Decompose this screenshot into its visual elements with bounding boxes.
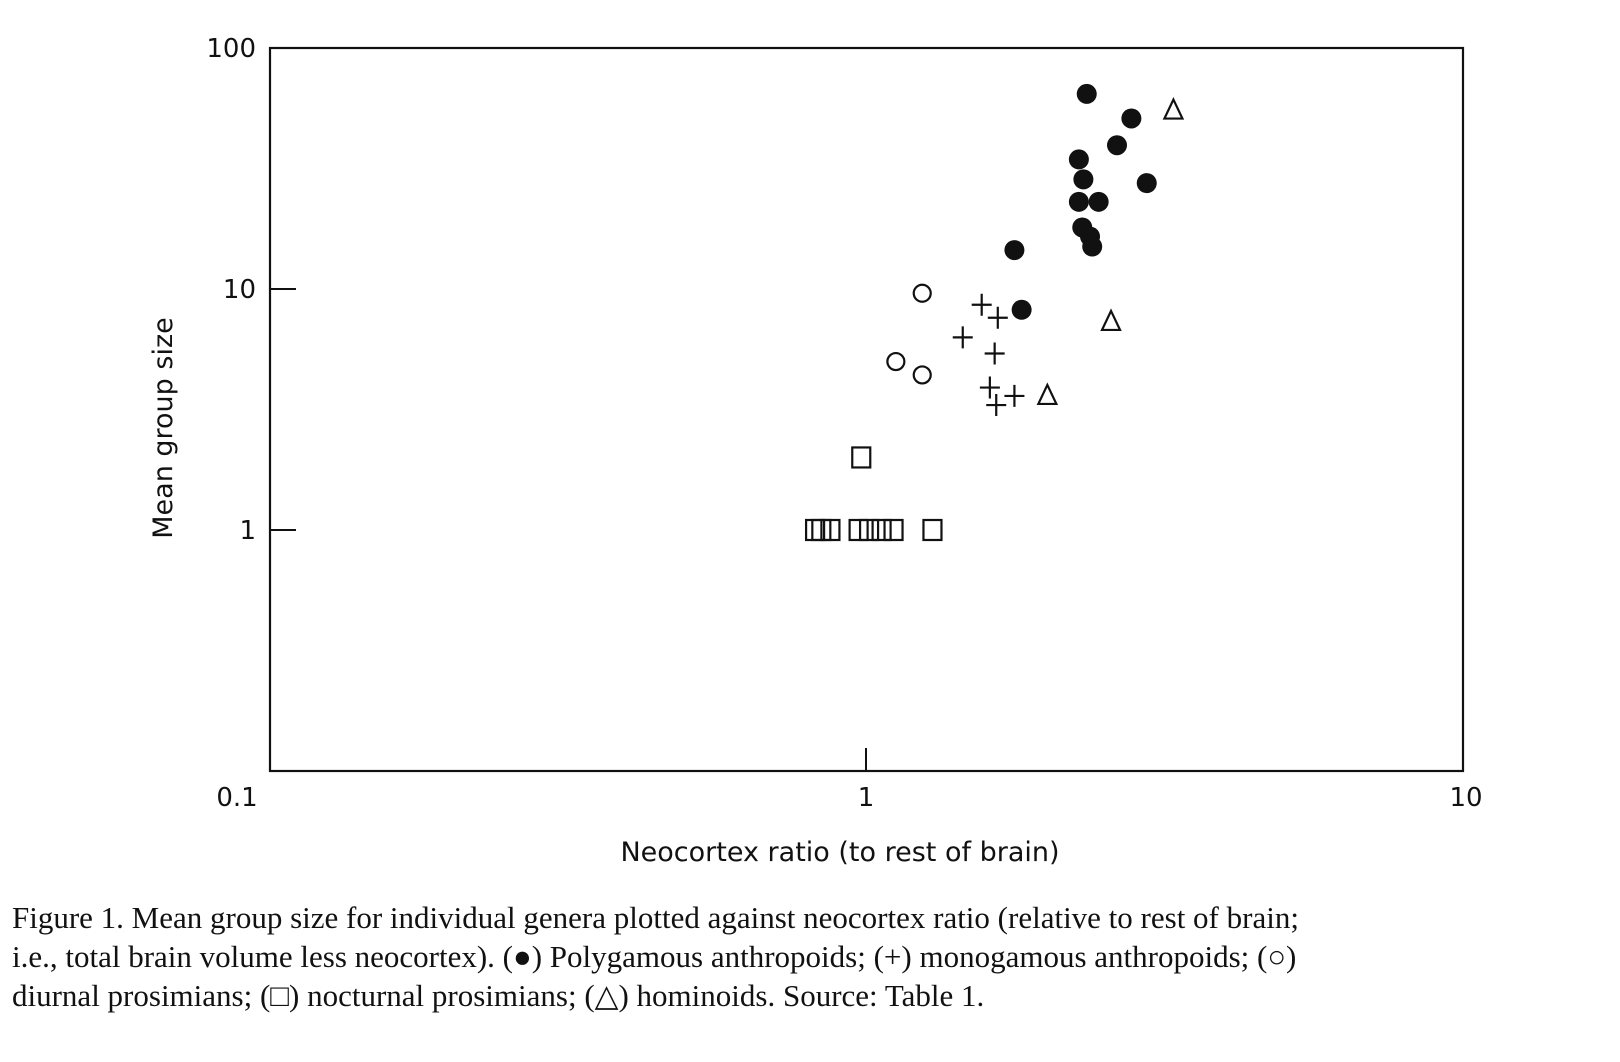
- caption-line-3: diurnal prosimians; (□) nocturnal prosimians; (△) hominoids. Source: Table 1.: [12, 978, 985, 1013]
- x-tick-label-0.1: 0.1: [216, 783, 258, 813]
- y-tick-label-1: 1: [239, 516, 256, 546]
- caption-line-1: Figure 1. Mean group size for individual genera plotted against neocortex ratio (relative to rest of brain;: [12, 900, 1299, 935]
- point-filled-circle-12: [1012, 300, 1032, 320]
- point-open-circle-1: [887, 353, 904, 370]
- point-open-triangle-2: [1038, 385, 1056, 404]
- point-filled-circle-2: [1107, 135, 1127, 155]
- point-plus-1: [988, 307, 1008, 329]
- x-tick-label-1: 1: [857, 783, 875, 813]
- point-plus-3: [985, 342, 1005, 364]
- point-open-square-8: [923, 520, 941, 540]
- point-open-square-4: [850, 520, 868, 540]
- x-axis-label: Neocortex ratio (to rest of brain): [620, 837, 1060, 868]
- point-filled-circle-1: [1121, 108, 1141, 128]
- point-filled-circle-10: [1082, 237, 1102, 257]
- point-plus-0: [972, 294, 992, 316]
- point-filled-circle-7: [1089, 192, 1109, 212]
- point-open-triangle-1: [1102, 311, 1120, 330]
- plot-frame: [270, 48, 1463, 771]
- y-tick-label-100: 100: [206, 34, 256, 64]
- point-open-square-0: [852, 447, 870, 467]
- y-tick-label-10: 10: [222, 275, 256, 305]
- point-filled-circle-4: [1073, 169, 1093, 189]
- point-open-square-6: [873, 520, 891, 540]
- point-open-circle-2: [914, 366, 931, 383]
- point-plus-2: [953, 326, 973, 348]
- figure-caption: [12, 898, 1612, 1015]
- point-filled-circle-5: [1137, 173, 1157, 193]
- y-axis-label: Mean group size: [148, 317, 179, 539]
- data-points: [806, 84, 1182, 540]
- point-open-square-5: [860, 520, 878, 540]
- x-tick-label-10: 10: [1449, 783, 1483, 813]
- point-filled-circle-11: [1004, 240, 1024, 260]
- point-filled-circle-3: [1069, 149, 1089, 169]
- point-open-square-7: [885, 520, 903, 540]
- point-filled-circle-6: [1069, 192, 1089, 212]
- point-filled-circle-0: [1077, 84, 1097, 104]
- point-plus-6: [1004, 385, 1024, 407]
- caption-line-2: i.e., total brain volume less neocortex). (●) Polygamous anthropoids; (+) monogamous anthropoids; (○): [12, 939, 1297, 974]
- point-open-triangle-0: [1164, 100, 1182, 119]
- point-open-circle-0: [914, 285, 931, 302]
